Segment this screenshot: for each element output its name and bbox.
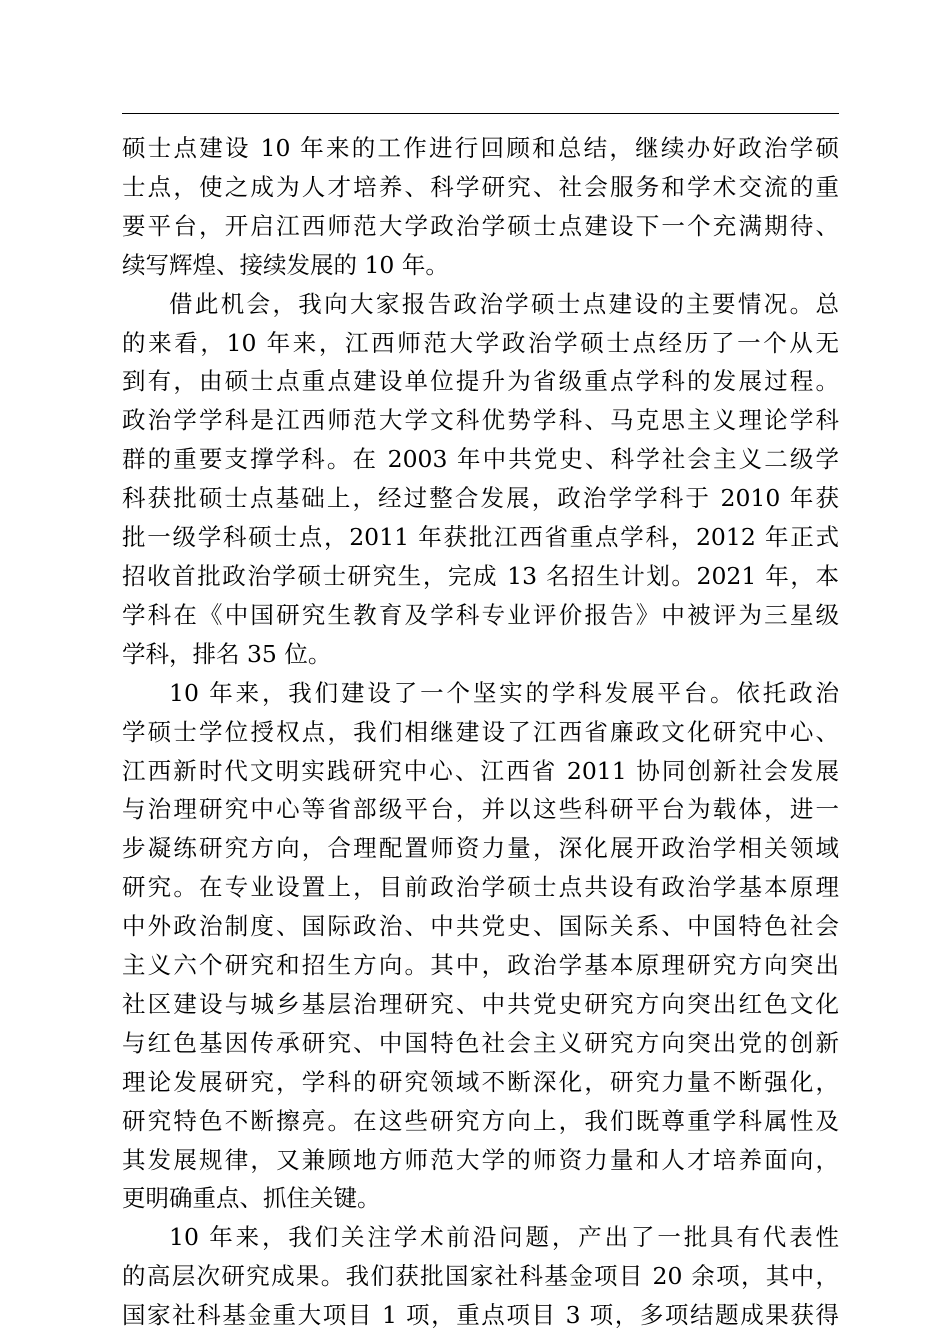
text-line: 其发展规律，又兼顾地方师范大学的师资力量和人才培养面向， <box>122 1145 839 1174</box>
text-line: 江西新时代文明实践研究中心、江西省 2011 协同创新社会发展 <box>122 756 839 785</box>
text-line: 要平台，开启江西师范大学政治学硕士点建设下一个充满期待、 <box>122 211 839 240</box>
text-line: 社区建设与城乡基层治理研究、中共党史研究方向突出红色文化 <box>122 989 839 1018</box>
text-line: 与红色基因传承研究、中国特色社会主义研究方向突出党的创新 <box>122 1028 839 1057</box>
text-line: 国家社科基金重大项目 1 项，重点项目 3 项，多项结题成果获得 <box>122 1301 839 1330</box>
text-line: 学科在《中国研究生教育及学科专业评价报告》中被评为三星级 <box>122 600 839 629</box>
text-line: 硕士点建设 10 年来的工作进行回顾和总结，继续办好政治学硕 <box>122 134 839 162</box>
text-line: 的来看，10 年来，江西师范大学政治学硕士点经历了一个从无 <box>122 328 839 357</box>
text-line: 与治理研究中心等省部级平台，并以这些科研平台为载体，进一 <box>122 795 839 824</box>
text-line: 步凝练研究方向，合理配置师资力量，深化展开政治学相关领域 <box>122 834 839 863</box>
paragraph <box>122 674 839 1219</box>
header-rule <box>122 113 839 114</box>
text-line: 学硕士学位授权点，我们相继建设了江西省廉政文化研究中心、 <box>122 717 839 746</box>
paragraph <box>122 1218 839 1335</box>
paragraph <box>122 129 839 285</box>
text-line: 研究特色不断擦亮。在这些研究方向上，我们既尊重学科属性及 <box>122 1106 839 1135</box>
text-line: 理论发展研究，学科的研究领域不断深化，研究力量不断强化， <box>122 1067 839 1096</box>
text-line: 士点，使之成为人才培养、科学研究、社会服务和学术交流的重 <box>122 172 839 201</box>
text-line: 招收首批政治学硕士研究生，完成 13 名招生计划。2021 年，本 <box>122 561 839 590</box>
paragraph <box>122 285 839 674</box>
text-line: 群的重要支撑学科。在 2003 年中共党史、科学社会主义二级学 <box>122 445 839 474</box>
text-line: 10 年来，我们建设了一个坚实的学科发展平台。依托政治 <box>169 678 839 707</box>
text-line: 科获批硕士点基础上，经过整合发展，政治学学科于 2010 年获 <box>122 484 839 513</box>
text-line: 到有，由硕士点重点建设单位提升为省级重点学科的发展过程。 <box>122 367 839 396</box>
text-line: 借此机会，我向大家报告政治学硕士点建设的主要情况。总 <box>169 289 839 318</box>
text-line: 续写辉煌、接续发展的 10 年。 <box>122 250 449 279</box>
text-line: 主义六个研究和招生方向。其中，政治学基本原理研究方向突出 <box>122 951 839 980</box>
text-line: 批一级学科硕士点，2011 年获批江西省重点学科，2012 年正式 <box>122 523 839 552</box>
text-line: 更明确重点、抓住关键。 <box>122 1184 381 1213</box>
text-line: 中外政治制度、国际政治、中共党史、国际关系、中国特色社会 <box>122 912 839 941</box>
text-line: 10 年来，我们关注学术前沿问题，产出了一批具有代表性 <box>169 1223 839 1252</box>
text-line: 政治学学科是江西师范大学文科优势学科、马克思主义理论学科 <box>122 406 839 435</box>
document-body <box>122 129 839 1335</box>
text-line: 学科，排名 35 位。 <box>122 639 332 668</box>
text-line: 研究。在专业设置上，目前政治学硕士点共设有政治学基本原理 <box>122 873 839 902</box>
text-line: 的高层次研究成果。我们获批国家社科基金项目 20 余项，其中， <box>122 1262 839 1291</box>
